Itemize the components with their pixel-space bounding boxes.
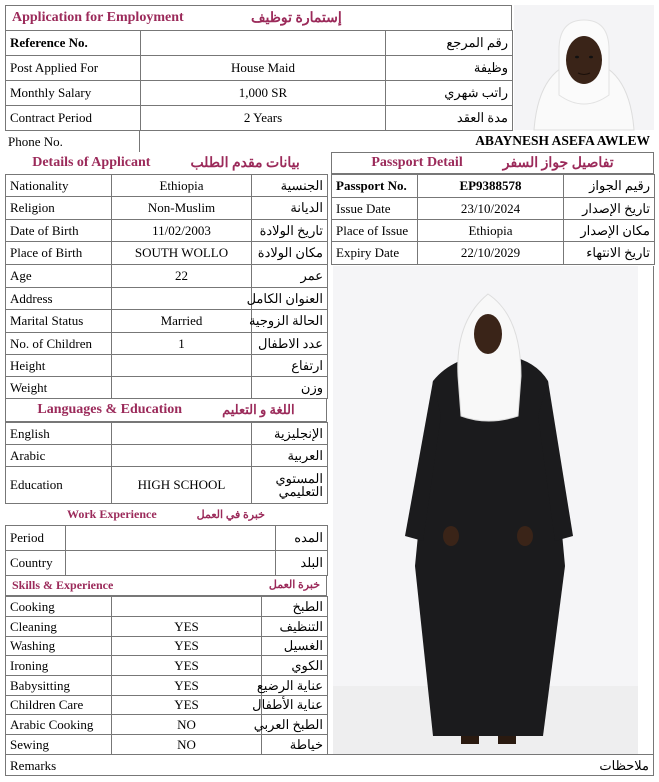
label-ar: عدد الاطفال bbox=[252, 333, 328, 355]
details-row bbox=[6, 175, 328, 197]
label: Washing bbox=[6, 637, 112, 656]
label: Date of Birth bbox=[6, 220, 112, 242]
label-ar: التنظيف bbox=[262, 617, 328, 637]
label: Nationality bbox=[6, 175, 112, 197]
value bbox=[112, 288, 252, 310]
label: Expiry Date bbox=[332, 242, 418, 265]
work-row bbox=[6, 526, 328, 551]
value bbox=[66, 526, 276, 551]
languages-table bbox=[5, 422, 328, 504]
languages-row bbox=[6, 423, 328, 445]
details-row bbox=[6, 333, 328, 355]
label-ar: مدة العقد bbox=[386, 106, 513, 131]
label: Marital Status bbox=[6, 310, 112, 333]
passport-row bbox=[332, 220, 655, 242]
label-ar: عمر bbox=[252, 265, 328, 288]
value: 22/10/2029 bbox=[418, 242, 564, 265]
top-row bbox=[6, 106, 513, 131]
value bbox=[66, 551, 276, 576]
passport-row bbox=[332, 175, 655, 198]
value: YES bbox=[112, 617, 262, 637]
phone-row bbox=[5, 130, 654, 152]
details-row bbox=[6, 310, 328, 333]
skills-row bbox=[6, 715, 328, 735]
details-row bbox=[6, 242, 328, 265]
value: 22 bbox=[112, 265, 252, 288]
value: Ethiopia bbox=[112, 175, 252, 197]
label: Arabic Cooking bbox=[6, 715, 112, 735]
value: Ethiopia bbox=[418, 220, 564, 242]
value: 23/10/2024 bbox=[418, 198, 564, 220]
remarks-label: Remarks bbox=[10, 758, 57, 773]
label-ar: الديانة bbox=[252, 197, 328, 220]
label: Contract Period bbox=[6, 106, 141, 131]
work-row bbox=[6, 551, 328, 576]
skills-row bbox=[6, 696, 328, 715]
label: Education bbox=[6, 467, 112, 504]
label-ar: المستوي التعليمي bbox=[252, 467, 328, 504]
label-ar: عناية الأطفال bbox=[262, 696, 328, 715]
label: Country bbox=[6, 551, 66, 576]
value: SOUTH WOLLO bbox=[112, 242, 252, 265]
label-ar: العربية bbox=[252, 445, 328, 467]
languages-header: Languages & Education اللغة و التعليم bbox=[5, 399, 327, 422]
value: YES bbox=[112, 637, 262, 656]
details-row bbox=[6, 197, 328, 220]
label: Post Applied For bbox=[6, 56, 141, 81]
label: Reference No. bbox=[6, 31, 141, 56]
value: YES bbox=[112, 656, 262, 676]
label: Period bbox=[6, 526, 66, 551]
top-row bbox=[6, 56, 513, 81]
value: Non-Muslim bbox=[112, 197, 252, 220]
applicant-name: ABAYNESH ASEFA AWLEW bbox=[475, 133, 650, 148]
label-ar: تاريخ الانتهاء bbox=[564, 242, 655, 265]
top-row bbox=[6, 31, 513, 56]
value bbox=[112, 377, 252, 399]
applicant-portrait-photo bbox=[514, 5, 654, 130]
label-ar: تاريخ الإصدار bbox=[564, 198, 655, 220]
label: Place of Birth bbox=[6, 242, 112, 265]
skills-row bbox=[6, 617, 328, 637]
value bbox=[112, 445, 252, 467]
value: YES bbox=[112, 676, 262, 696]
value: House Maid bbox=[141, 56, 386, 81]
label-ar: عناية الرضيع bbox=[262, 676, 328, 696]
skills-row bbox=[6, 656, 328, 676]
label: Babysitting bbox=[6, 676, 112, 696]
value bbox=[112, 423, 252, 445]
applicant-full-body-photo bbox=[333, 266, 638, 754]
value: HIGH SCHOOL bbox=[112, 467, 252, 504]
label-ar: رقيم الجواز bbox=[564, 175, 655, 198]
details-row bbox=[6, 220, 328, 242]
top-table bbox=[5, 30, 513, 131]
passport-row bbox=[332, 198, 655, 220]
label-ar: مكان الولادة bbox=[252, 242, 328, 265]
label-ar: الكوي bbox=[262, 656, 328, 676]
value bbox=[112, 597, 262, 617]
passport-table bbox=[331, 174, 655, 265]
label: English bbox=[6, 423, 112, 445]
label: Passport No. bbox=[332, 175, 418, 198]
value: NO bbox=[112, 735, 262, 755]
details-row bbox=[6, 288, 328, 310]
label: Sewing bbox=[6, 735, 112, 755]
label: Place of Issue bbox=[332, 220, 418, 242]
label-ar: تاريخ الولادة bbox=[252, 220, 328, 242]
label-ar: الحالة الزوجية bbox=[252, 310, 328, 333]
value: YES bbox=[112, 696, 262, 715]
label-ar: وظيفة bbox=[386, 56, 513, 81]
value bbox=[141, 31, 386, 56]
skills-row bbox=[6, 676, 328, 696]
header-box bbox=[5, 5, 512, 30]
label-ar: ارتفاع bbox=[252, 355, 328, 377]
skills-row bbox=[6, 597, 328, 617]
label: Cleaning bbox=[6, 617, 112, 637]
skills-table bbox=[5, 596, 328, 755]
value: EP9388578 bbox=[418, 175, 564, 198]
label-ar: وزن bbox=[252, 377, 328, 399]
label-ar: مكان الإصدار bbox=[564, 220, 655, 242]
label-ar: الإنجليزية bbox=[252, 423, 328, 445]
label: Address bbox=[6, 288, 112, 310]
label: Religion bbox=[6, 197, 112, 220]
label-ar: خياطة bbox=[262, 735, 328, 755]
label-ar: البلد bbox=[276, 551, 328, 576]
title-en: Application for Employment bbox=[12, 10, 184, 25]
label: Ironing bbox=[6, 656, 112, 676]
value: 1 bbox=[112, 333, 252, 355]
details-row bbox=[6, 355, 328, 377]
label-ar: رقم المرجع bbox=[386, 31, 513, 56]
value: 2 Years bbox=[141, 106, 386, 131]
value: NO bbox=[112, 715, 262, 735]
value bbox=[112, 355, 252, 377]
label: Children Care bbox=[6, 696, 112, 715]
label: Arabic bbox=[6, 445, 112, 467]
remarks-label-ar: ملاحظات bbox=[599, 758, 649, 773]
label-ar: راتب شهري bbox=[386, 81, 513, 106]
value: Married bbox=[112, 310, 252, 333]
passport-header: Passport Detail تفاصيل جواز السفر bbox=[331, 152, 654, 174]
label-ar: المده bbox=[276, 526, 328, 551]
value: 11/02/2003 bbox=[112, 220, 252, 242]
skills-row bbox=[6, 637, 328, 656]
value: 1,000 SR bbox=[141, 81, 386, 106]
skills-row bbox=[6, 735, 328, 755]
label: Issue Date bbox=[332, 198, 418, 220]
work-table bbox=[5, 525, 328, 576]
label-ar: الطبخ العربي bbox=[262, 715, 328, 735]
label: Cooking bbox=[6, 597, 112, 617]
languages-row bbox=[6, 467, 328, 504]
work-header: Work Experience خبرة في العمل bbox=[67, 506, 265, 521]
title-ar: إستمارة توظيف bbox=[251, 11, 342, 26]
skills-header: Skills & Experience خبرة العمل bbox=[5, 575, 327, 596]
label: Height bbox=[6, 355, 112, 377]
languages-row bbox=[6, 445, 328, 467]
details-table bbox=[5, 174, 328, 399]
top-row bbox=[6, 81, 513, 106]
details-row bbox=[6, 265, 328, 288]
label-ar: الجنسية bbox=[252, 175, 328, 197]
label-ar: الطبخ bbox=[262, 597, 328, 617]
label: Age bbox=[6, 265, 112, 288]
label-ar: الغسيل bbox=[262, 637, 328, 656]
label: Monthly Salary bbox=[6, 81, 141, 106]
phone-label: Phone No. bbox=[8, 134, 63, 149]
details-header: Details of Applicant بيانات مقدم الطلب bbox=[32, 155, 300, 171]
passport-row bbox=[332, 242, 655, 265]
remarks-row bbox=[5, 754, 654, 776]
details-row bbox=[6, 377, 328, 399]
label: Weight bbox=[6, 377, 112, 399]
label-ar: العنوان الكامل bbox=[252, 288, 328, 310]
label: No. of Children bbox=[6, 333, 112, 355]
